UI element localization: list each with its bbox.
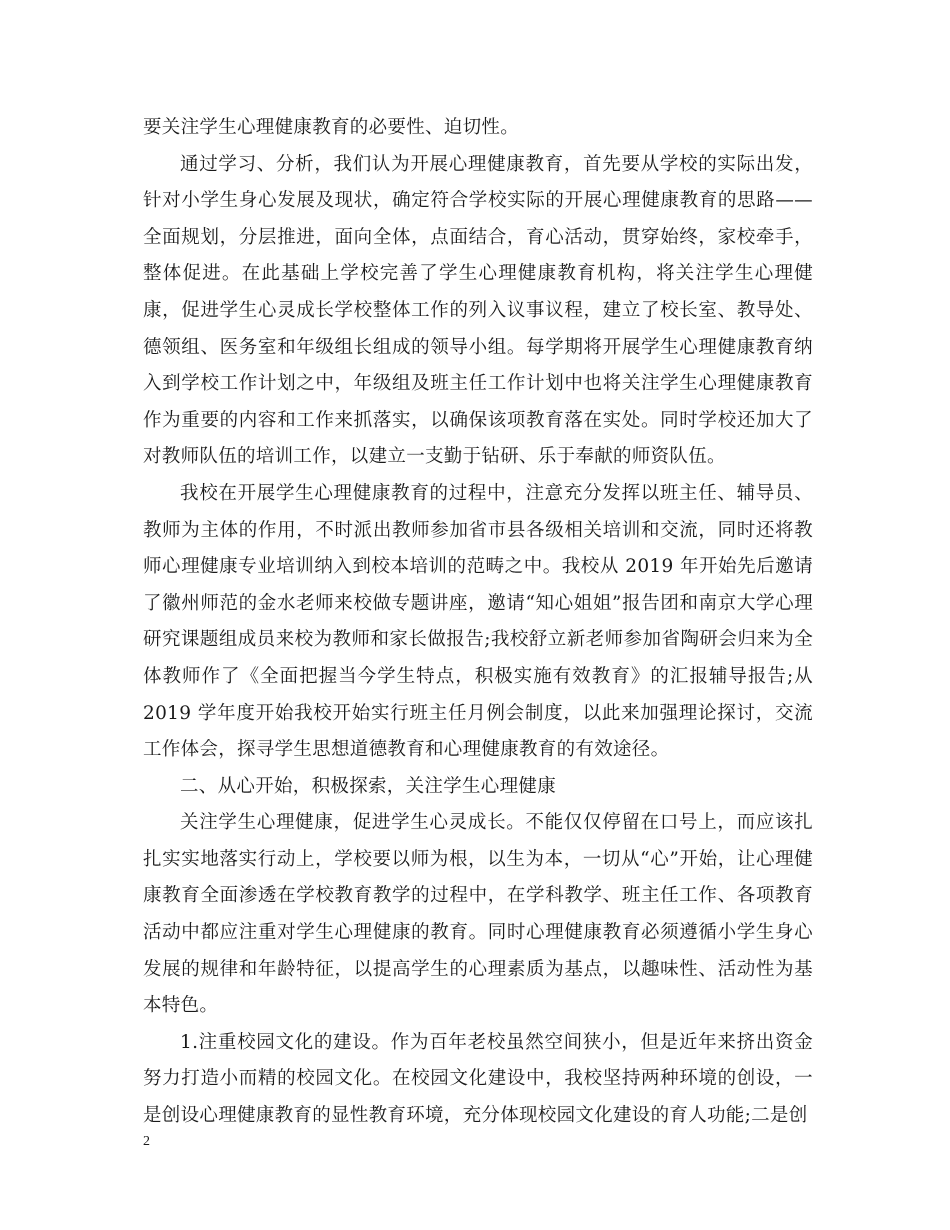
body-text [143, 110, 813, 1135]
paragraph-continuation: 要关注学生心理健康教育的必要性、迫切性。 [143, 117, 520, 138]
paragraph: 通过学习、分析，我们认为开展心理健康教育，首先要从学校的实际出发，针对小学生身心发展及现状，确定符合学校实际的开展心理健康教育的思路——全面规划，分层推进，面向全体，点面结合，育心活动，贯穿始终，家校牵手，整体促进。在此基础上学校完善了学生心理健康教育机构，将关注学生心理健康，促进学生心灵成长学校整体工作的列入议事议程，建立了校长室、教导处、德领组、医务室和年级组长组成的领导小组。每学期将开展学生心理健康教育纳入到学校工作计划之中，年级组及班主任工作计划中也将关注学生心理健康教育作为重要的内容和工作来抓落实，以确保该项教育落在实处。同时学校还加大了对教师队伍的培训工作，以建立一支勤于钻研、乐于奉献的师资队伍。 [143, 153, 813, 468]
paragraph: 关注学生心理健康，促进学生心灵成长。不能仅仅停留在口号上，而应该扎扎实实地落实行动上，学校要以师为根，以生为本，一切从“心”开始，让心理健康教育全面渗透在学校教育教学的过程中，在学科教学、班主任工作、各项教育活动中都应注重对学生心理健康的教育。同时心理健康教育必须遵循小学生身心发展的规律和年龄特征，以提高学生的心理素质为基点，以趣味性、活动性为基本特色。 [143, 812, 813, 1017]
section-heading: 二、从心开始，积极探索，关注学生心理健康 [180, 775, 557, 797]
paragraph: 我校在开展学生心理健康教育的过程中，注意充分发挥以班主任、辅导员、教师为主体的作用，不时派出教师参加省市县各级相关培训和交流，同时还将教师心理健康专业培训纳入到校本培训的范畴之中。我校从 2019 年开始先后邀请了徽州师范的金水老师来校做专题讲座，邀请“知心姐姐”报告团和南京大学心理研究课题组成员来校为教师和家长做报告;我校舒立新老师参加省陶研会归来为全体教师作了《全面把握当今学生特点，积极实施有效教育》的汇报辅导报告;从 2019 学年度开始我校开始实行班主任月例会制度，以此来加强理论探讨，交流工作体会，探寻学生思想道德教育和心理健康教育的有效途径。 [143, 482, 813, 761]
paragraph: 1.注重校园文化的建设。作为百年老校虽然空间狭小，但是近年来挤出资金努力打造小而精的校园文化。在校园文化建设中，我校坚持两种环境的创设，一是创设心理健康教育的显性教育环境，充分体现校园文化建设的育人功能;二是创 [143, 1031, 813, 1127]
page-number: 2 [143, 1134, 150, 1149]
